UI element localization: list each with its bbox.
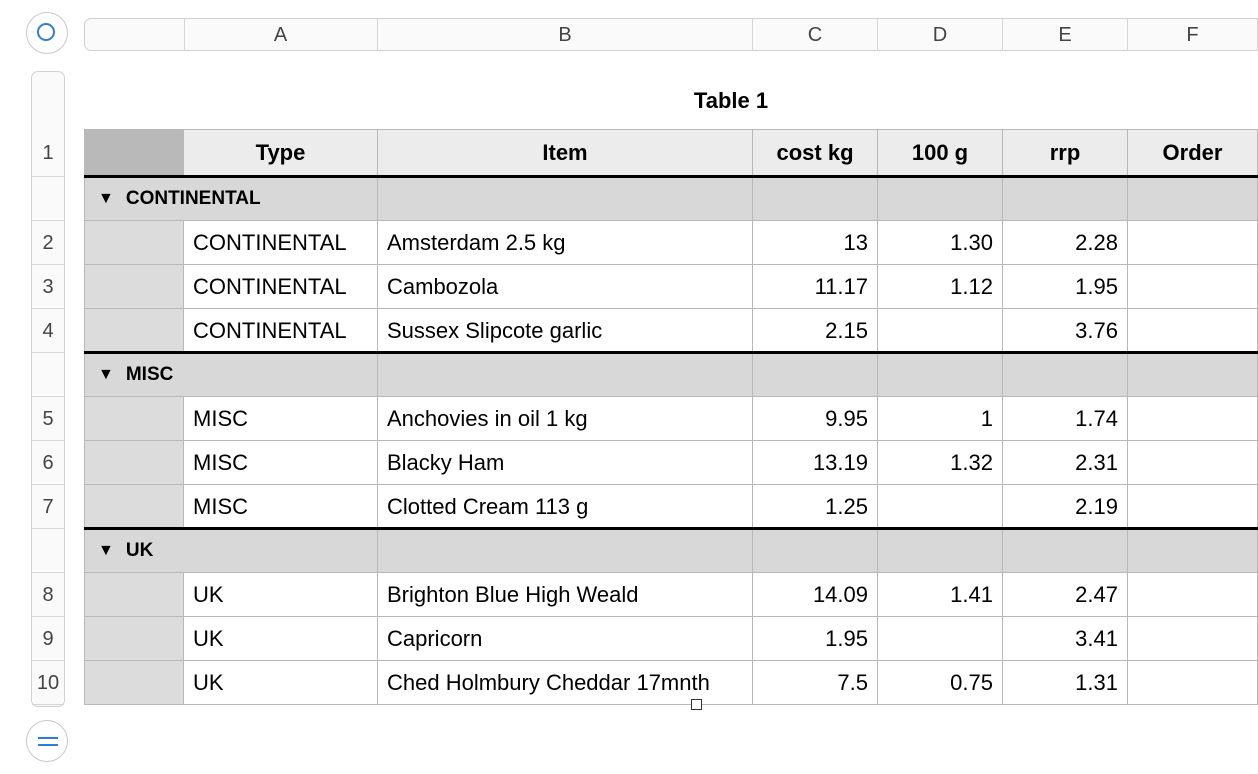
cell-item[interactable]: Anchovies in oil 1 kg xyxy=(378,397,753,441)
cell-rrp[interactable]: 2.28 xyxy=(1003,221,1128,265)
row-header-7[interactable]: 7 xyxy=(32,485,64,529)
group-cell xyxy=(378,177,753,221)
cell-type[interactable]: CONTINENTAL xyxy=(184,265,378,309)
group-name: MISC xyxy=(125,364,174,385)
cell-cost-kg[interactable]: 1.25 xyxy=(753,485,878,529)
group-cell xyxy=(1003,353,1128,397)
cell-per-100g[interactable]: 0.75 xyxy=(878,661,1003,705)
cell-cost-kg[interactable]: 1.95 xyxy=(753,617,878,661)
cell-cost-kg[interactable]: 11.17 xyxy=(753,265,878,309)
row-header-cell[interactable] xyxy=(84,309,184,353)
group-cell xyxy=(1003,529,1128,573)
cell-type[interactable]: UK xyxy=(184,617,378,661)
row-header-cell[interactable] xyxy=(84,573,184,617)
cell-per-100g[interactable]: 1 xyxy=(878,397,1003,441)
equals-bar-top xyxy=(38,737,58,739)
header-cell-rrp[interactable]: rrp xyxy=(1003,129,1128,177)
cell-rrp[interactable]: 2.47 xyxy=(1003,573,1128,617)
row-header-cell[interactable] xyxy=(84,265,184,309)
group-label[interactable] xyxy=(98,353,173,397)
row-header-cell[interactable] xyxy=(84,661,184,705)
cell-item[interactable]: Brighton Blue High Weald xyxy=(378,573,753,617)
cell-item[interactable]: Clotted Cream 113 g xyxy=(378,485,753,529)
table-row xyxy=(84,441,1258,485)
equals-bar-bottom xyxy=(38,744,58,746)
table-row xyxy=(84,573,1258,617)
cell-type[interactable]: UK xyxy=(184,661,378,705)
cell-item[interactable]: Blacky Ham xyxy=(378,441,753,485)
cell-item[interactable]: Ched Holmbury Cheddar 17mnth xyxy=(378,661,753,705)
row-header-8[interactable]: 8 xyxy=(32,573,64,617)
cell-order[interactable] xyxy=(1128,309,1258,353)
group-cell xyxy=(753,177,878,221)
cell-order[interactable] xyxy=(1128,485,1258,529)
row-header-9[interactable]: 9 xyxy=(32,617,64,661)
grid-top-border xyxy=(84,129,1258,130)
select-all-circle-icon[interactable] xyxy=(26,12,68,54)
row-header-cell[interactable] xyxy=(84,485,184,529)
cell-per-100g[interactable]: 1.32 xyxy=(878,441,1003,485)
cell-rrp[interactable]: 2.31 xyxy=(1003,441,1128,485)
header-cell-type[interactable]: Type xyxy=(184,129,378,177)
group-label[interactable] xyxy=(98,529,153,573)
group-cell xyxy=(878,529,1003,573)
group-cell xyxy=(1003,177,1128,221)
cell-type[interactable]: MISC xyxy=(184,441,378,485)
add-row-equals-icon[interactable] xyxy=(26,720,68,762)
cell-rrp[interactable]: 2.19 xyxy=(1003,485,1128,529)
group-cell xyxy=(753,529,878,573)
header-cell-100-g[interactable]: 100 g xyxy=(878,129,1003,177)
group-label[interactable] xyxy=(98,177,261,221)
column-header-e[interactable]: E xyxy=(1003,19,1128,50)
cell-item[interactable]: Sussex Slipcote garlic xyxy=(378,309,753,353)
table-resize-handle[interactable] xyxy=(691,699,702,710)
row-header-3[interactable]: 3 xyxy=(32,265,64,309)
column-header-d[interactable]: D xyxy=(878,19,1003,50)
cell-order[interactable] xyxy=(1128,617,1258,661)
group-cell xyxy=(878,177,1003,221)
triangle-down-icon[interactable]: ▼ xyxy=(98,190,114,207)
cell-order[interactable] xyxy=(1128,221,1258,265)
group-cell xyxy=(753,353,878,397)
cell-order[interactable] xyxy=(1128,265,1258,309)
row-header-cell[interactable] xyxy=(84,441,184,485)
cell-type[interactable]: MISC xyxy=(184,397,378,441)
cell-cost-kg[interactable]: 9.95 xyxy=(753,397,878,441)
cell-per-100g[interactable] xyxy=(878,309,1003,353)
group-cell xyxy=(1128,529,1258,573)
group-separator xyxy=(84,351,1258,354)
row-header-4[interactable]: 4 xyxy=(32,309,64,353)
cell-per-100g[interactable] xyxy=(878,617,1003,661)
cell-per-100g[interactable]: 1.12 xyxy=(878,265,1003,309)
column-header-strip xyxy=(84,18,1258,51)
group-row-continental[interactable] xyxy=(84,177,1258,221)
triangle-down-icon[interactable]: ▼ xyxy=(98,366,114,383)
cell-per-100g[interactable]: 1.30 xyxy=(878,221,1003,265)
group-cell xyxy=(1128,177,1258,221)
row-header-cell[interactable] xyxy=(84,617,184,661)
row-header-group xyxy=(32,353,64,397)
column-header-b[interactable]: B xyxy=(378,19,753,50)
group-cell xyxy=(378,353,753,397)
row-header-strip xyxy=(31,71,65,707)
cell-type[interactable]: UK xyxy=(184,573,378,617)
row-header-5[interactable]: 5 xyxy=(32,397,64,441)
table-row xyxy=(84,221,1258,265)
cell-order[interactable] xyxy=(1128,441,1258,485)
table-header-row xyxy=(84,129,1258,177)
cell-cost-kg[interactable]: 2.15 xyxy=(753,309,878,353)
grid-left-border xyxy=(84,129,85,705)
cell-type[interactable]: CONTINENTAL xyxy=(184,309,378,353)
table-row xyxy=(84,617,1258,661)
cell-item[interactable]: Capricorn xyxy=(378,617,753,661)
cell-rrp[interactable]: 1.31 xyxy=(1003,661,1128,705)
group-separator xyxy=(84,527,1258,530)
cell-cost-kg[interactable]: 13.19 xyxy=(753,441,878,485)
cell-per-100g[interactable]: 1.41 xyxy=(878,573,1003,617)
column-header-a[interactable]: A xyxy=(184,19,378,50)
group-row-uk[interactable] xyxy=(84,529,1258,573)
row-header-6[interactable]: 6 xyxy=(32,441,64,485)
table-row xyxy=(84,661,1258,705)
header-corner-cell[interactable] xyxy=(84,129,184,177)
group-name: UK xyxy=(125,540,154,561)
table-title[interactable]: Table 1 xyxy=(693,88,769,113)
cell-cost-kg[interactable]: 13 xyxy=(753,221,878,265)
cell-order[interactable] xyxy=(1128,397,1258,441)
header-cell-order[interactable]: Order xyxy=(1128,129,1258,177)
group-cell xyxy=(378,529,753,573)
column-header-c[interactable]: C xyxy=(753,19,878,50)
cell-type[interactable]: MISC xyxy=(184,485,378,529)
header-separator xyxy=(84,175,1258,178)
row-header-group xyxy=(32,177,64,221)
group-row-misc[interactable] xyxy=(84,353,1258,397)
cell-cost-kg[interactable]: 14.09 xyxy=(753,573,878,617)
cell-item[interactable]: Amsterdam 2.5 kg xyxy=(378,221,753,265)
cell-rrp[interactable]: 3.41 xyxy=(1003,617,1128,661)
cell-cost-kg[interactable]: 7.5 xyxy=(753,661,878,705)
row-header-cell[interactable] xyxy=(84,221,184,265)
group-cell xyxy=(1128,353,1258,397)
header-cell-cost-kg[interactable]: cost kg xyxy=(753,129,878,177)
table-row xyxy=(84,309,1258,353)
row-header-cell[interactable] xyxy=(84,397,184,441)
cell-rrp[interactable]: 1.74 xyxy=(1003,397,1128,441)
column-header-corner xyxy=(85,19,185,50)
header-cell-item[interactable]: Item xyxy=(378,129,753,177)
row-header-2[interactable]: 2 xyxy=(32,221,64,265)
cell-order[interactable] xyxy=(1128,573,1258,617)
cell-rrp[interactable]: 3.76 xyxy=(1003,309,1128,353)
row-header-1[interactable]: 1 xyxy=(32,129,64,177)
table-row xyxy=(84,265,1258,309)
row-header-group xyxy=(32,529,64,573)
cell-type[interactable]: CONTINENTAL xyxy=(184,221,378,265)
triangle-down-icon[interactable]: ▼ xyxy=(98,542,114,559)
row-header-10[interactable]: 10 xyxy=(32,661,64,705)
cell-item[interactable]: Cambozola xyxy=(378,265,753,309)
column-header-f[interactable]: F xyxy=(1128,19,1258,50)
group-cell xyxy=(878,353,1003,397)
group-name: CONTINENTAL xyxy=(125,188,261,209)
cell-per-100g[interactable] xyxy=(878,485,1003,529)
cell-rrp[interactable]: 1.95 xyxy=(1003,265,1128,309)
table-row xyxy=(84,485,1258,529)
cell-order[interactable] xyxy=(1128,661,1258,705)
table-row xyxy=(84,397,1258,441)
